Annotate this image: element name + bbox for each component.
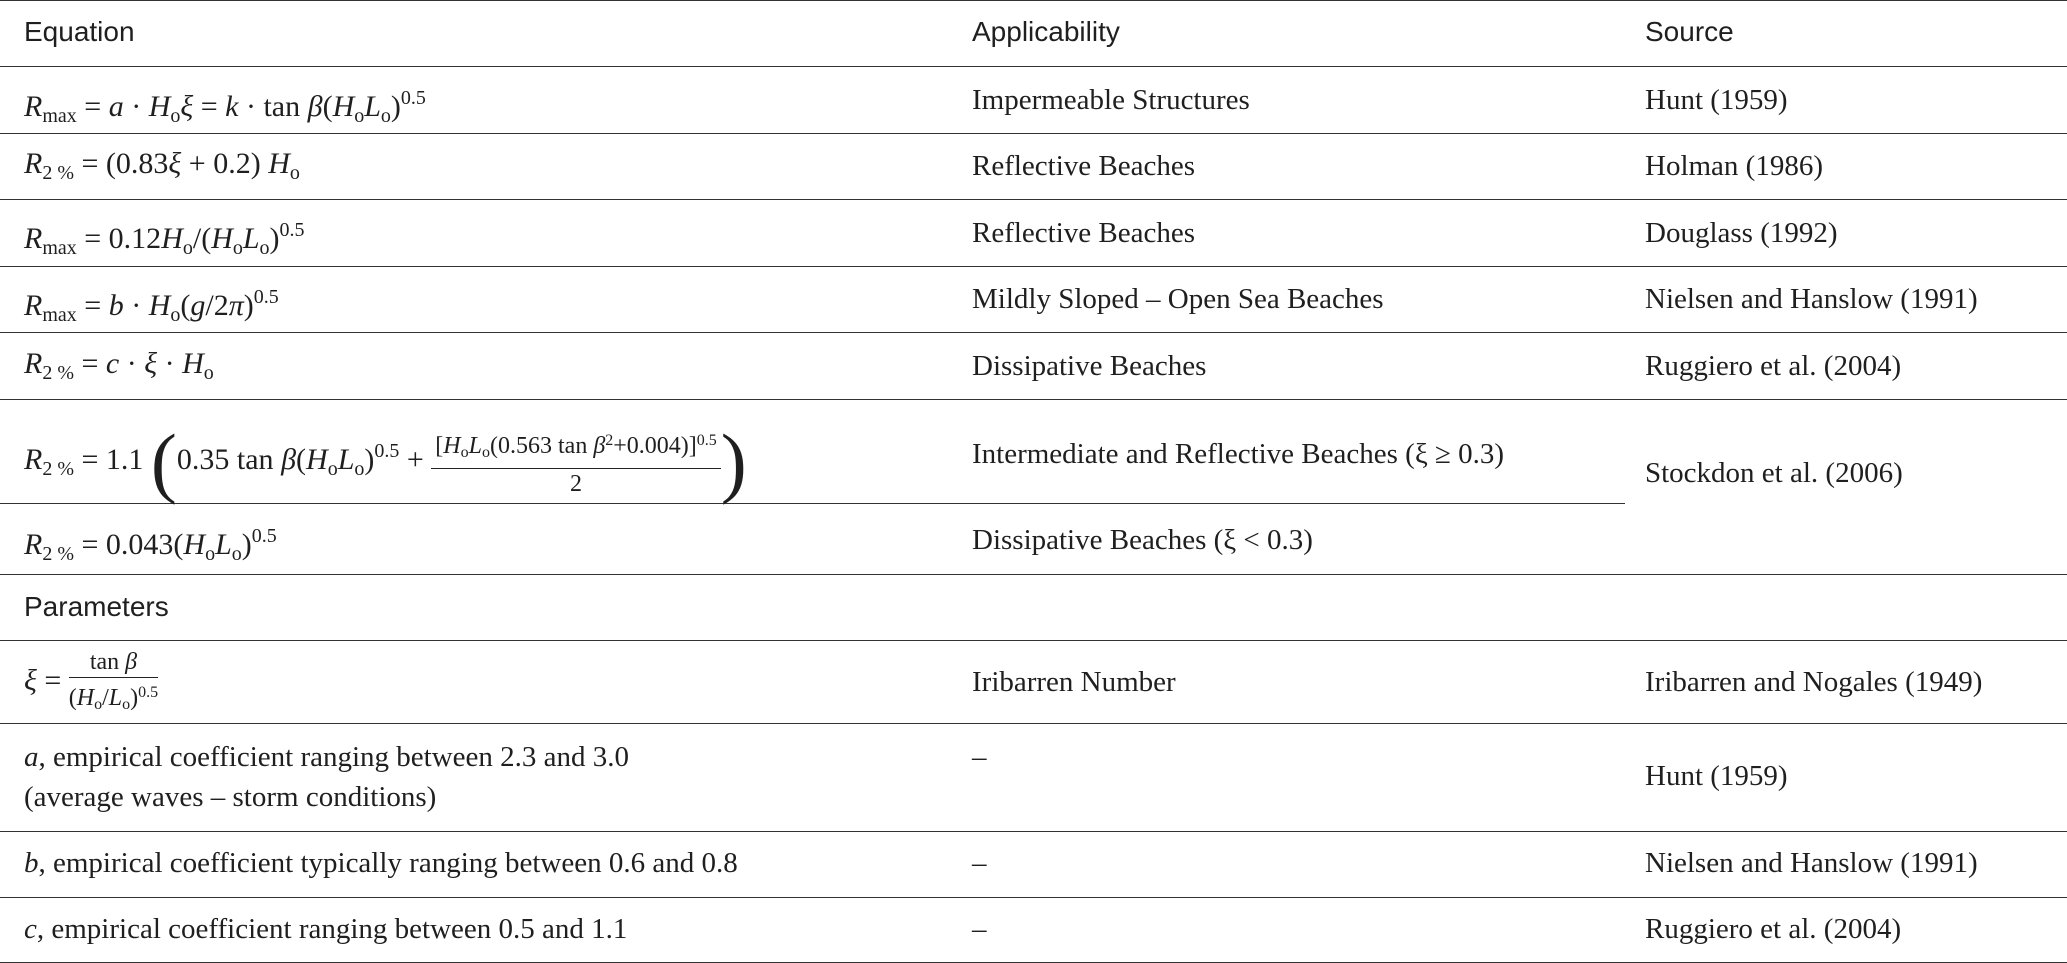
header-applicability: Applicability: [972, 16, 1120, 47]
applicability-cell: Iribarren Number: [972, 666, 1176, 698]
equation-douglass: $R_{max} = 0.12H_o/(H_oL_o)^{0.5}$: [24, 219, 305, 259]
equation-stockdon-dissipative: $R_{2 \%} = 0.043(H_oL_o)^{0.5}$: [24, 525, 277, 565]
rule: [0, 199, 2067, 200]
param-a-line2: (average waves – storm conditions): [24, 781, 437, 813]
equation-nielsen: $R_{max} = b \cdot H_o(g/2\pi)^{0.5}$: [24, 286, 279, 326]
rule: [0, 723, 2067, 724]
parameters-heading: Parameters: [24, 591, 169, 622]
header-source: Source: [1645, 16, 1734, 47]
param-b-description: [24, 845, 738, 881]
applicability-cell: –: [972, 741, 987, 773]
source-cell: Hunt (1959): [1645, 760, 1788, 792]
header-equation: Equation: [24, 16, 135, 47]
source-cell: Ruggiero et al. (2004): [1645, 350, 1902, 382]
source-cell: Iribarren and Nogales (1949): [1645, 666, 1983, 698]
param-a-line1: , empirical coefficient ranging between 2.3 and 3.0: [38, 741, 630, 773]
applicability-cell: –: [972, 847, 987, 879]
param-c-line1: , empirical coefficient ranging between 0.5 and 1.1: [36, 913, 628, 945]
param-b-line1: , empirical coefficient typically ranging between 0.6 and 0.8: [38, 847, 738, 879]
rule: [0, 66, 2067, 67]
applicability-cell: –: [972, 913, 987, 945]
applicability-cell: Mildly Sloped – Open Sea Beaches: [972, 283, 1384, 315]
equation-iribarren: ξ = $\frac{\text{tan β}}{(H_o/L_o)^{0.5}}$: [24, 648, 159, 713]
rule: [0, 399, 2067, 400]
rule: [0, 332, 2067, 333]
param-b-var: b: [24, 847, 39, 879]
source-cell: Stockdon et al. (2006): [1645, 457, 1903, 489]
source-cell: Nielsen and Hanslow (1991): [1645, 847, 1978, 879]
equation-stockdon-intermediate: $R_{2 \%} = 1.1$ (0.35 $\tan \beta(H_oL_o)^{0.5}$ + $\frac{[H_oL_o(0.563 \tan \beta^2+0.004)]^{0.5}}{2}$ ): [24, 418, 747, 506]
source-cell: Ruggiero et al. (2004): [1645, 913, 1902, 945]
param-c-var: c: [24, 913, 37, 945]
source-cell: Douglass (1992): [1645, 217, 1838, 249]
equation-hunt: $R_{max} = a \cdot H_o\xi = k \cdot \tan \beta(H_oL_o)^{0.5}$: [24, 87, 426, 127]
param-c-description: [24, 911, 627, 947]
source-cell: Nielsen and Hanslow (1991): [1645, 283, 1978, 315]
equation-ruggiero: $R_{2 \%} = c \cdot \xi \cdot H_o$: [24, 347, 214, 384]
applicability-cell: Reflective Beaches: [972, 217, 1196, 249]
param-a-description: [24, 737, 629, 817]
applicability-cell: Intermediate and Reflective Beaches (ξ ≥ 0.3): [972, 438, 1505, 470]
param-a-var: a: [24, 741, 39, 773]
rule: [0, 640, 2067, 641]
source-cell: Holman (1986): [1645, 150, 1823, 182]
applicability-cell: Reflective Beaches: [972, 150, 1196, 182]
rule: [0, 897, 2067, 898]
rule: [0, 574, 2067, 575]
source-cell: Hunt (1959): [1645, 84, 1788, 116]
applicability-cell: Impermeable Structures: [972, 84, 1250, 116]
rule-top: [0, 0, 2067, 1]
equation-holman: $R_{2 \%} = (0.83\xi + 0.2)$ $H_o$: [24, 147, 300, 184]
applicability-cell: Dissipative Beaches (ξ < 0.3): [972, 524, 1313, 556]
rule: [0, 266, 2067, 267]
rule: [0, 831, 2067, 832]
applicability-cell: Dissipative Beaches: [972, 350, 1207, 382]
